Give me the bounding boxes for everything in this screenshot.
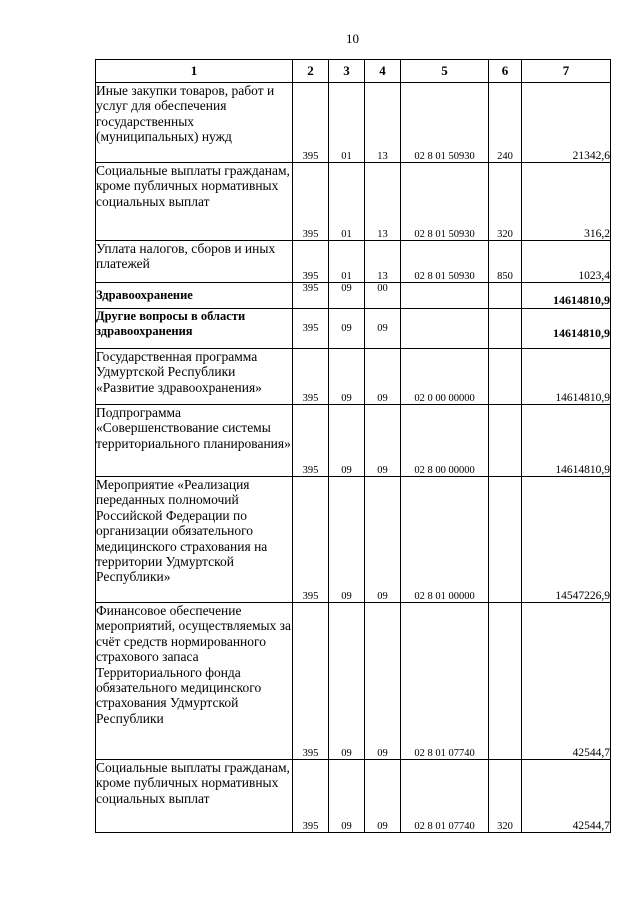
- cell-target-article: 02 8 01 07740: [401, 603, 489, 760]
- cell-ministry: 395: [293, 405, 329, 477]
- table-row: [96, 760, 611, 833]
- cell-subsection: 09: [365, 603, 401, 760]
- cell-amount: 316,2: [522, 163, 611, 241]
- row-name: Мероприятие «Реализация переданных полномочий Российской Федерации по организации обязательного медицинского страхования на территории Удмуртской Республики»: [96, 477, 293, 603]
- cell-section: 09: [329, 283, 365, 309]
- column-header: 3: [329, 60, 365, 83]
- cell-section: 09: [329, 477, 365, 603]
- table-row: [96, 241, 611, 283]
- cell-subsection: 13: [365, 83, 401, 163]
- table-row: [96, 405, 611, 477]
- cell-target-article: [401, 309, 489, 349]
- row-name: Социальные выплаты гражданам, кроме публичных нормативных социальных выплат: [96, 760, 293, 833]
- cell-subsection: 13: [365, 241, 401, 283]
- cell-ministry: 395: [293, 283, 329, 309]
- row-name: Здравоохранение: [96, 283, 293, 309]
- cell-expense-type: [489, 309, 522, 349]
- cell-expense-type: [489, 349, 522, 405]
- cell-expense-type: 320: [489, 760, 522, 833]
- cell-target-article: 02 8 01 50930: [401, 83, 489, 163]
- cell-section: 09: [329, 405, 365, 477]
- cell-ministry: 395: [293, 477, 329, 603]
- cell-section: 01: [329, 83, 365, 163]
- row-name: Другие вопросы в области здравоохранения: [96, 309, 293, 349]
- cell-amount: 21342,6: [522, 83, 611, 163]
- cell-subsection: 09: [365, 405, 401, 477]
- cell-section: 09: [329, 349, 365, 405]
- table-row: [96, 83, 611, 163]
- row-name: Уплата налогов, сборов и иных платежей: [96, 241, 293, 283]
- cell-ministry: 395: [293, 603, 329, 760]
- cell-amount: 14614810,9: [522, 405, 611, 477]
- cell-section: 01: [329, 163, 365, 241]
- column-header: 2: [293, 60, 329, 83]
- table-row: [96, 603, 611, 760]
- row-name: Подпрограмма «Совершенствование системы территориального планирования»: [96, 405, 293, 477]
- column-header: 1: [96, 60, 293, 83]
- row-name: Иные закупки товаров, работ и услуг для обеспечения государственных (муниципальных) нужд: [96, 83, 293, 163]
- cell-amount: 14547226,9: [522, 477, 611, 603]
- cell-subsection: 09: [365, 477, 401, 603]
- cell-amount: 14614810,9: [522, 309, 611, 349]
- table-row: [96, 349, 611, 405]
- budget-table: [95, 59, 611, 833]
- cell-subsection: 13: [365, 163, 401, 241]
- cell-amount: 14614810,9: [522, 349, 611, 405]
- cell-section: 01: [329, 241, 365, 283]
- cell-ministry: 395: [293, 760, 329, 833]
- column-header: 4: [365, 60, 401, 83]
- cell-expense-type: [489, 283, 522, 309]
- cell-expense-type: [489, 603, 522, 760]
- cell-target-article: 02 8 00 00000: [401, 405, 489, 477]
- cell-subsection: 09: [365, 309, 401, 349]
- cell-expense-type: 240: [489, 83, 522, 163]
- header-row: [96, 60, 611, 83]
- cell-amount: 14614810,9: [522, 283, 611, 309]
- cell-expense-type: [489, 477, 522, 603]
- cell-target-article: 02 8 01 50930: [401, 241, 489, 283]
- cell-target-article: 02 0 00 00000: [401, 349, 489, 405]
- row-name: Финансовое обеспечение мероприятий, осуществляемых за счёт средств нормированного страхового запаса Территориального фонда обязательного медицинского страхования Удмуртской Республики: [96, 603, 293, 760]
- cell-subsection: 09: [365, 349, 401, 405]
- cell-ministry: 395: [293, 241, 329, 283]
- cell-target-article: 02 8 01 00000: [401, 477, 489, 603]
- column-header: 5: [401, 60, 489, 83]
- cell-expense-type: 850: [489, 241, 522, 283]
- table-row: [96, 477, 611, 603]
- column-header: 6: [489, 60, 522, 83]
- cell-section: 09: [329, 760, 365, 833]
- row-name: Социальные выплаты гражданам, кроме публичных нормативных социальных выплат: [96, 163, 293, 241]
- cell-expense-type: 320: [489, 163, 522, 241]
- cell-amount: 1023,4: [522, 241, 611, 283]
- cell-subsection: 00: [365, 283, 401, 309]
- cell-subsection: 09: [365, 760, 401, 833]
- cell-expense-type: [489, 405, 522, 477]
- cell-target-article: [401, 283, 489, 309]
- cell-amount: 42544,7: [522, 760, 611, 833]
- table-row: [96, 283, 611, 309]
- row-name: Государственная программа Удмуртской Республики «Развитие здравоохранения»: [96, 349, 293, 405]
- cell-ministry: 395: [293, 349, 329, 405]
- table-row: [96, 163, 611, 241]
- cell-target-article: 02 8 01 07740: [401, 760, 489, 833]
- page-number: 10: [346, 31, 359, 46]
- cell-section: 09: [329, 603, 365, 760]
- cell-amount: 42544,7: [522, 603, 611, 760]
- cell-target-article: 02 8 01 50930: [401, 163, 489, 241]
- cell-ministry: 395: [293, 309, 329, 349]
- cell-ministry: 395: [293, 83, 329, 163]
- column-header: 7: [522, 60, 611, 83]
- cell-ministry: 395: [293, 163, 329, 241]
- table-row: [96, 309, 611, 349]
- cell-section: 09: [329, 309, 365, 349]
